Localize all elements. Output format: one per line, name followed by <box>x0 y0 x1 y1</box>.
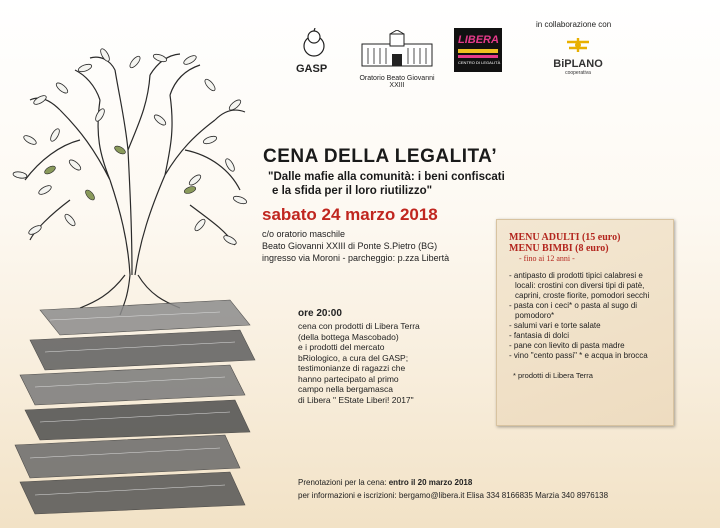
description-line: e i prodotti del mercato <box>298 342 385 352</box>
menu-bimbi-note: - fino ai 12 anni - <box>519 254 575 263</box>
biplano-sub: cooperativa <box>565 70 591 76</box>
menu-item: - salumi vari e torte salate <box>509 321 601 330</box>
church-building-icon <box>354 30 440 70</box>
biplano-logo <box>548 34 608 76</box>
menu-item: - fantasia di dolci <box>509 331 570 340</box>
footer-booking <box>298 478 472 487</box>
event-description <box>298 321 488 405</box>
menu-adulti: MENU ADULTI (15 euro) <box>509 232 621 243</box>
oratorio-label: Oratorio Beato Giovanni XXIII <box>359 75 435 89</box>
description-line: hanno partecipato al primo <box>298 373 399 384</box>
olive-tree-illustration <box>0 40 300 528</box>
description-line: testimonianze di ragazzi che <box>298 363 406 373</box>
description-line: bRiologico, a cura del GASP; <box>298 352 409 363</box>
biplano-label: BiPLANO <box>553 58 603 70</box>
description-line: campo nella bergamasca <box>298 384 393 394</box>
description-line: di Libera " EState Liberi! 2017" <box>298 394 414 405</box>
event-title: CENA DELLA LEGALITA’ <box>263 146 498 167</box>
subtitle-line-2: e la sfida per il loro riutilizzo" <box>272 185 433 197</box>
libera-label: LIBERA <box>458 34 499 46</box>
event-date: sabato 24 marzo 2018 <box>262 205 438 224</box>
menu-card <box>496 219 674 426</box>
event-subtitle <box>268 170 505 198</box>
description-line: cena con prodotti di Libera Terra <box>298 321 420 331</box>
libera-sub: CENTRO DI LEGALITÀ <box>458 60 501 65</box>
menu-footnote: * prodotti di Libera Terra <box>513 371 593 380</box>
subtitle-line-1: "Dalle mafie alla comunità: i beni confiscati <box>268 171 505 183</box>
venue-line: ingresso via Moroni - parcheggio: p.zza Libertà <box>262 253 450 263</box>
menu-items <box>509 271 663 361</box>
oratorio-logo <box>354 30 440 89</box>
menu-bimbi: MENU BIMBI (8 euro) <box>509 243 609 254</box>
booking-deadline: entro il 20 marzo 2018 <box>388 478 473 487</box>
gasp-label: GASP <box>296 63 328 75</box>
menu-item: - vino "cento passi" * e acqua in brocca <box>509 351 648 360</box>
menu-item: - pane con lievito di pasta madre <box>509 341 625 350</box>
menu-item: - pasta con i ceci* o pasta al sugo di pomodoro* <box>509 301 638 320</box>
gasp-logo <box>296 28 340 75</box>
libera-logo <box>454 28 502 72</box>
footer-contacts: per informazioni e iscrizioni: bergamo@libera.it Elisa 334 8166835 Marzia 340 8976138 <box>298 491 609 500</box>
venue-line: Beato Giovanni XXIII di Ponte S.Pietro (BG) <box>262 241 438 251</box>
biplane-icon <box>563 34 593 54</box>
description-line: (della bottega Mascobado) <box>298 331 399 342</box>
collab-label: in collaborazione con <box>536 20 612 29</box>
event-time: ore 20:00 <box>298 308 342 319</box>
menu-item: - antipasto di prodotti tipici calabresi e locali: crostini con diversi tipi di patè, caprini, croste fiorite, pomodori secchi <box>509 271 650 300</box>
pear-icon <box>296 28 332 58</box>
event-venue <box>262 228 449 264</box>
venue-line: c/o oratorio maschile <box>262 229 346 239</box>
booking-label: Prenotazioni per la cena: <box>298 478 387 487</box>
